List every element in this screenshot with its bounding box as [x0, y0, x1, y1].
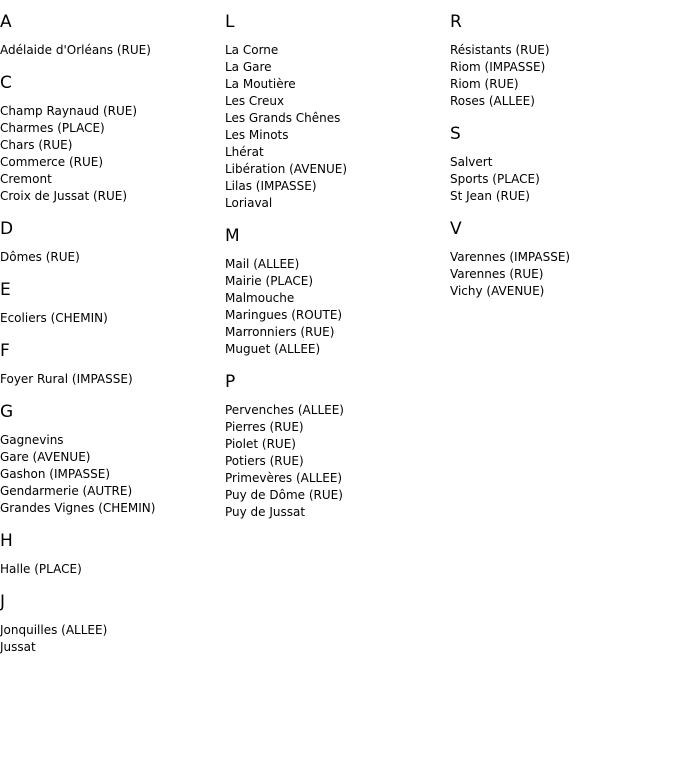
letter-group: [0, 280, 220, 327]
letter-group: [450, 12, 670, 110]
street-list: [450, 249, 670, 300]
street-link[interactable]: Jonquilles (ALLEE): [0, 623, 108, 637]
letter-heading: M: [225, 226, 240, 246]
letter-group: [0, 531, 220, 578]
street-list: [225, 256, 445, 358]
street-link[interactable]: Champ Raynaud (RUE): [0, 104, 138, 118]
letter-group: [450, 219, 670, 300]
street-link[interactable]: Les Minots: [225, 128, 289, 142]
street-list: [225, 42, 445, 212]
street-link[interactable]: Lilas (IMPASSE): [225, 179, 317, 193]
street-link[interactable]: Dômes (RUE): [0, 250, 80, 264]
letter-heading: G: [0, 402, 14, 422]
street-link[interactable]: Primevères (ALLEE): [225, 471, 343, 485]
street-list: [0, 622, 220, 656]
street-link[interactable]: Jussat: [0, 640, 36, 654]
street-link[interactable]: Gagnevins: [0, 433, 64, 447]
street-link[interactable]: Résistants (RUE): [450, 43, 550, 57]
street-link[interactable]: Foyer Rural (IMPASSE): [0, 372, 133, 386]
street-link[interactable]: Charmes (PLACE): [0, 121, 105, 135]
letter-heading: L: [225, 12, 235, 32]
street-link[interactable]: Gashon (IMPASSE): [0, 467, 111, 481]
street-link[interactable]: Commerce (RUE): [0, 155, 104, 169]
street-list: [0, 432, 220, 517]
letter-heading: C: [0, 73, 12, 93]
letter-heading: S: [450, 124, 461, 144]
street-link[interactable]: Piolet (RUE): [225, 437, 296, 451]
letter-heading: P: [225, 372, 236, 392]
street-list: [0, 561, 220, 578]
street-link[interactable]: La Moutière: [225, 77, 296, 91]
street-link[interactable]: Roses (ALLEE): [450, 94, 535, 108]
letter-heading: H: [0, 531, 13, 551]
street-link[interactable]: Puy de Jussat: [225, 505, 306, 519]
street-link[interactable]: Les Creux: [225, 94, 285, 108]
street-link[interactable]: Lhérat: [225, 145, 264, 159]
street-list: [0, 42, 220, 59]
letter-heading: E: [0, 280, 11, 300]
street-link[interactable]: Croix de Jussat (RUE): [0, 189, 128, 203]
letter-group: [0, 12, 220, 59]
street-column-1: [0, 12, 220, 670]
street-link[interactable]: Riom (IMPASSE): [450, 60, 546, 74]
street-list: [0, 103, 220, 205]
street-link[interactable]: Varennes (RUE): [450, 267, 544, 281]
street-list: [450, 42, 670, 110]
street-link[interactable]: Les Grands Chênes: [225, 111, 341, 125]
letter-heading: D: [0, 219, 14, 239]
street-link[interactable]: Grandes Vignes (CHEMIN): [0, 501, 156, 515]
street-link[interactable]: La Gare: [225, 60, 272, 74]
letter-group: [0, 219, 220, 266]
letter-heading: R: [450, 12, 462, 32]
street-link[interactable]: Pierres (RUE): [225, 420, 304, 434]
letter-group: [0, 592, 220, 656]
street-link[interactable]: Gendarmerie (AUTRE): [0, 484, 133, 498]
street-link[interactable]: Puy de Dôme (RUE): [225, 488, 343, 502]
street-link[interactable]: Loriaval: [225, 196, 273, 210]
street-link[interactable]: Adélaide d'Orléans (RUE): [0, 43, 151, 57]
street-list: [225, 402, 445, 521]
street-link[interactable]: Ecoliers (CHEMIN): [0, 311, 108, 325]
street-link[interactable]: Mairie (PLACE): [225, 274, 314, 288]
street-link[interactable]: Potiers (RUE): [225, 454, 304, 468]
street-column-2: [225, 12, 445, 535]
street-link[interactable]: Varennes (IMPASSE): [450, 250, 571, 264]
street-link[interactable]: Malmouche: [225, 291, 295, 305]
street-link[interactable]: Chars (RUE): [0, 138, 73, 152]
letter-group: [0, 402, 220, 517]
street-link[interactable]: Pervenches (ALLEE): [225, 403, 344, 417]
letter-heading: V: [450, 219, 462, 239]
letter-group: [450, 124, 670, 205]
street-list: [450, 154, 670, 205]
letter-heading: A: [0, 12, 12, 32]
street-link[interactable]: Marronniers (RUE): [225, 325, 335, 339]
letter-heading: J: [0, 592, 6, 612]
street-link[interactable]: Cremont: [0, 172, 52, 186]
street-column-3: [450, 12, 670, 314]
letter-group: [225, 226, 445, 358]
street-link[interactable]: Gare (AVENUE): [0, 450, 91, 464]
letter-group: [225, 372, 445, 521]
street-link[interactable]: Libération (AVENUE): [225, 162, 348, 176]
letter-group: [225, 12, 445, 212]
street-link[interactable]: Salvert: [450, 155, 493, 169]
street-link[interactable]: Vichy (AVENUE): [450, 284, 545, 298]
letter-heading: F: [0, 341, 10, 361]
street-link[interactable]: Mail (ALLEE): [225, 257, 300, 271]
street-list: [0, 249, 220, 266]
street-list: [0, 371, 220, 388]
street-link[interactable]: La Corne: [225, 43, 279, 57]
letter-group: [0, 73, 220, 205]
street-list: [0, 310, 220, 327]
street-link[interactable]: Sports (PLACE): [450, 172, 540, 186]
street-link[interactable]: Riom (RUE): [450, 77, 519, 91]
letter-group: [0, 341, 220, 388]
street-link[interactable]: Halle (PLACE): [0, 562, 82, 576]
street-link[interactable]: Maringues (ROUTE): [225, 308, 343, 322]
street-link[interactable]: Muguet (ALLEE): [225, 342, 321, 356]
street-link[interactable]: St Jean (RUE): [450, 189, 530, 203]
